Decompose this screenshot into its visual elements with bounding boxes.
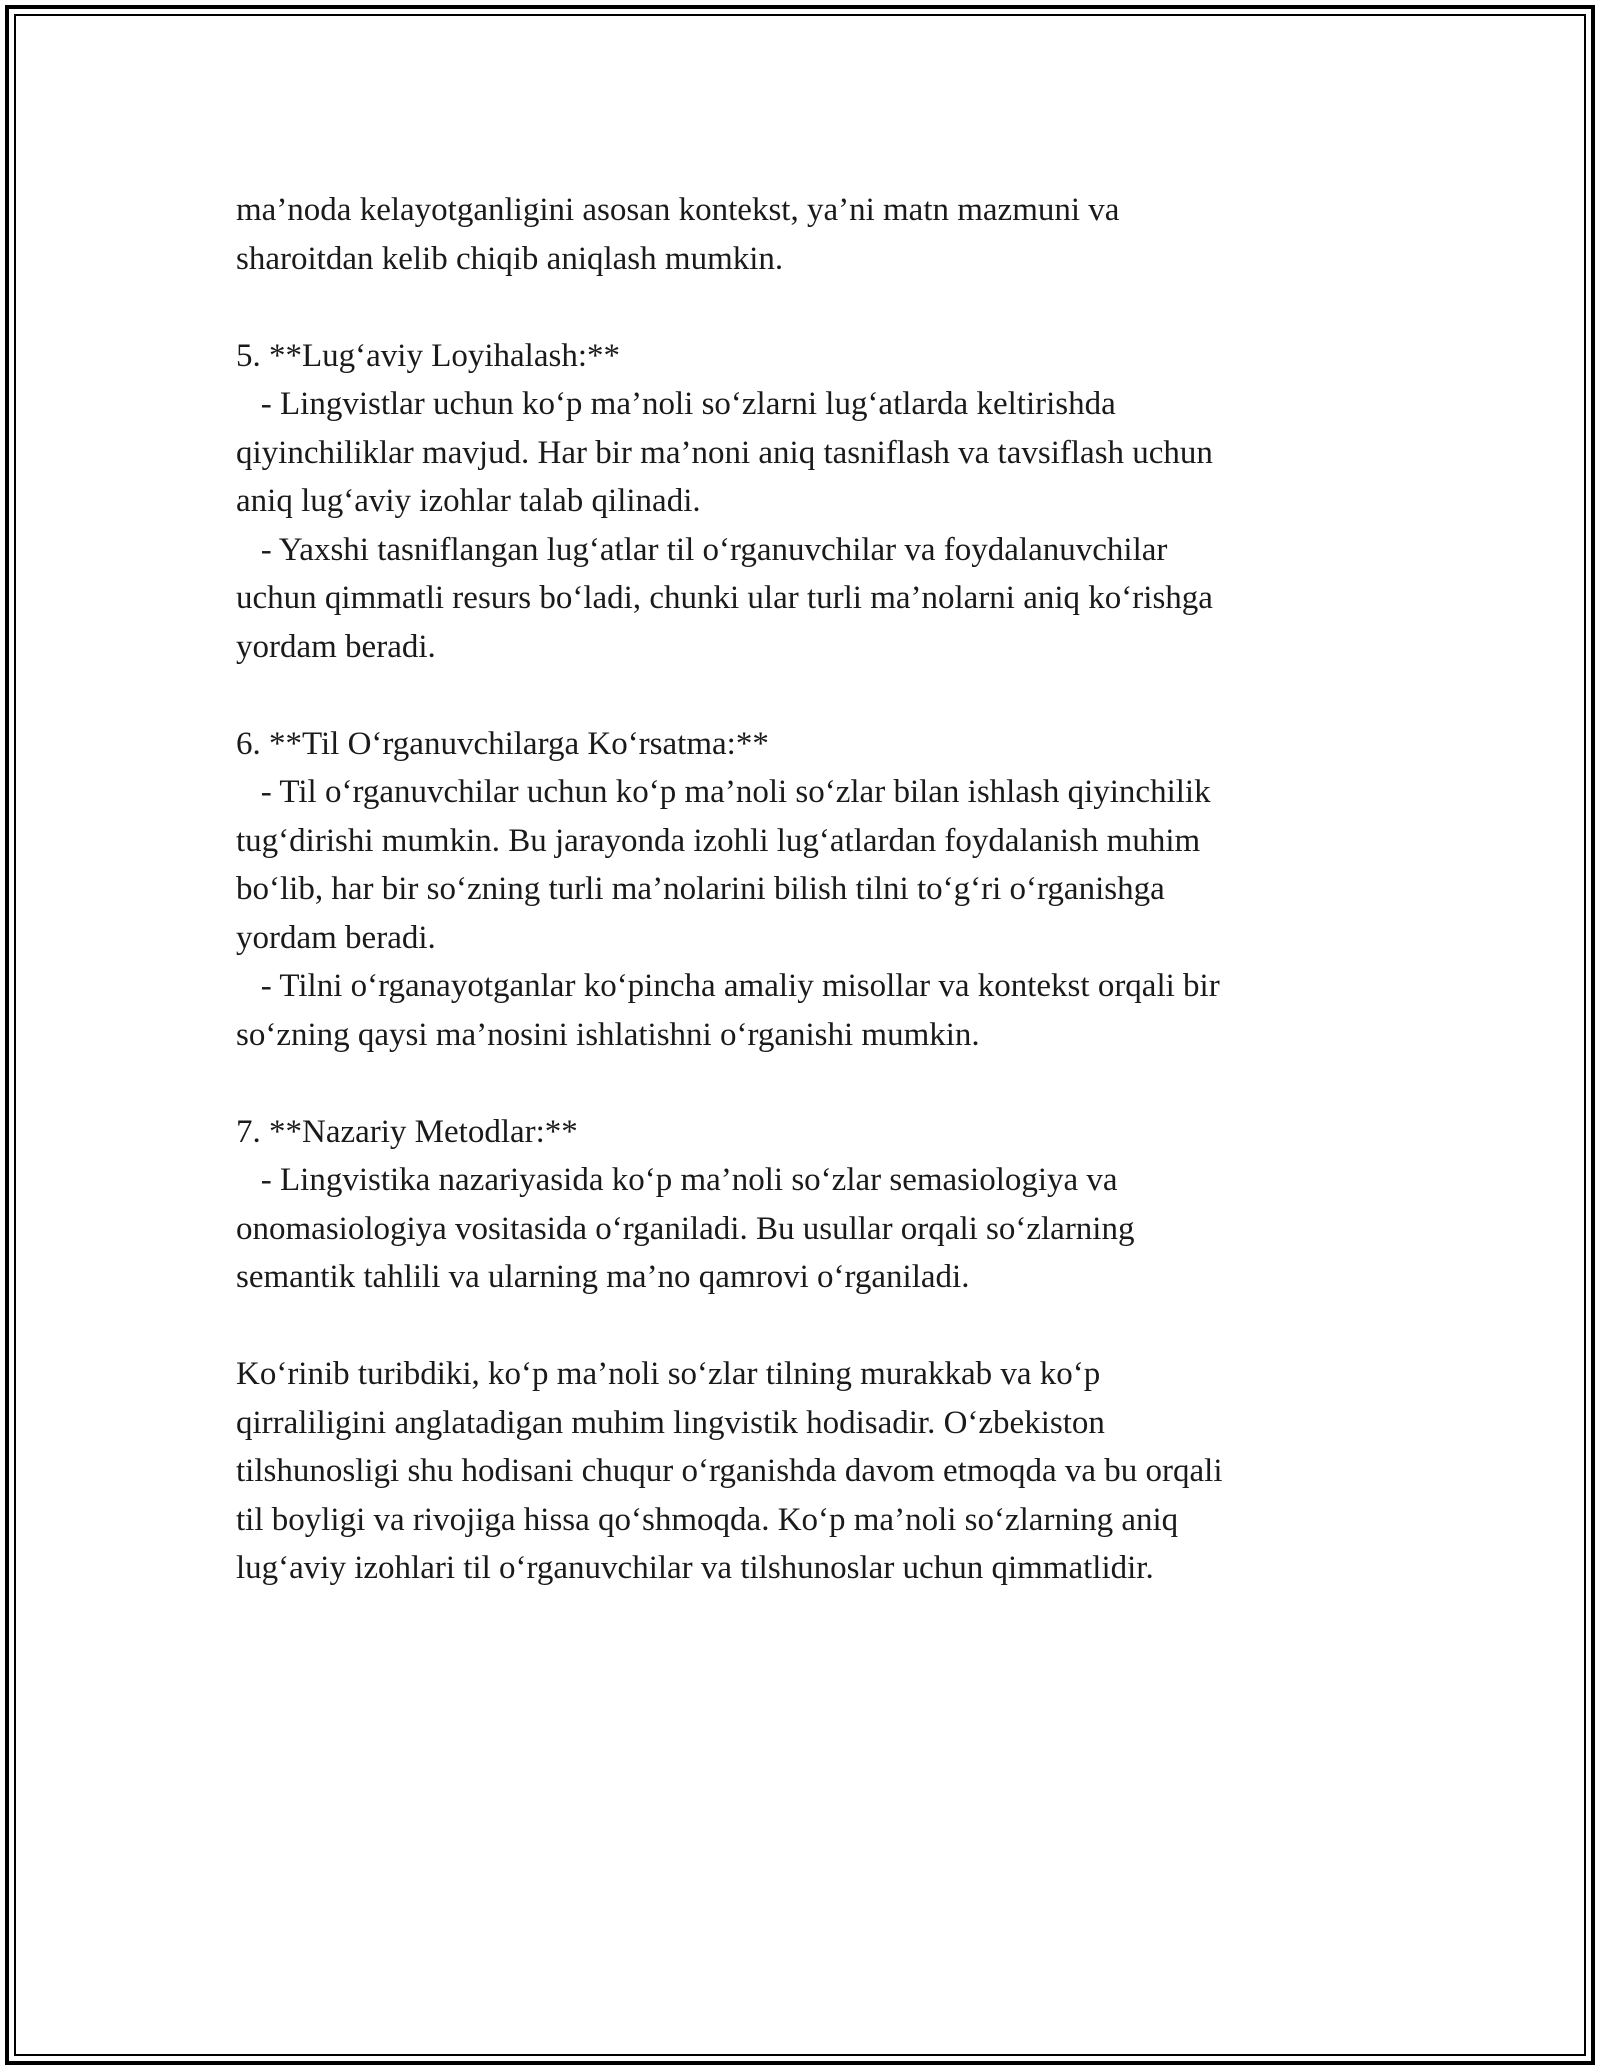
text-line: bo‘lib, har bir so‘zning turli ma’nolarini bilish tilni to‘g‘ri o‘rganishga (236, 871, 1165, 907)
text-line: - Yaxshi tasniflangan lug‘atlar til o‘rganuvchilar va foydalanuvchilar (236, 531, 1168, 568)
text-line: tilshunosligi shu hodisani chuqur o‘rganishda davom etmoqda va bu orqali (236, 1453, 1223, 1489)
paragraph-gap (236, 1059, 1356, 1108)
text-line: yordam beradi. (236, 628, 436, 665)
text-line: - Lingvistika nazariyasida ko‘p ma’noli so‘zlar semasiologiya va (236, 1162, 1118, 1198)
text-line: uchun qimmatli resurs bo‘ladi, chunki ular turli ma’nolarni aniq ko‘rishga (236, 580, 1213, 616)
paragraph-gap (236, 283, 1356, 332)
section-7-theoretical-methods (236, 1108, 1356, 1302)
text-line: qirraliligini anglatadigan muhim lingvistik hodisadir. O‘zbekiston (236, 1404, 1105, 1441)
text-line: sharoitdan kelib chiqib aniqlash mumkin. (236, 240, 784, 277)
text-line: qiyinchiliklar mavjud. Har bir ma’noni aniq tasniflash va tavsiflash uchun (236, 434, 1213, 471)
paragraph-gap (236, 671, 1356, 720)
text-line: - Lingvistlar uchun ko‘p ma’noli so‘zlarni lug‘atlarda keltirishda (236, 386, 1116, 422)
paragraph-continuation (236, 186, 1356, 283)
text-line: semantik tahlili va ularning ma’no qamrovi o‘rganiladi. (236, 1259, 970, 1295)
text-line: Ko‘rinib turibdiki, ko‘p ma’noli so‘zlar tilning murakkab va ko‘p (236, 1356, 1101, 1392)
text-line: so‘zning qaysi ma’nosini ishlatishni o‘rganishi mumkin. (236, 1016, 980, 1053)
paragraph-gap (236, 1302, 1356, 1351)
text-line: yordam beradi. (236, 919, 436, 956)
text-line: til boyligi va rivojiga hissa qo‘shmoqda. Ko‘p ma’noli so‘zlarning aniq (236, 1501, 1179, 1538)
text-line: ma’noda kelayotganligini asosan kontekst, ya’ni matn mazmuni va (236, 192, 1120, 228)
document-body (236, 186, 1356, 1593)
text-line: aniq lug‘aviy izohlar talab qilinadi. (236, 483, 701, 519)
text-line: - Til o‘rganuvchilar uchun ko‘p ma’noli so‘zlar bilan ishlash qiyinchilik (236, 774, 1211, 810)
section-6-learner-guidance (236, 720, 1356, 1060)
section-heading: 5. **Lug‘aviy Loyihalash:** (236, 337, 621, 374)
text-line: onomasiologiya vositasida o‘rganiladi. Bu usullar orqali so‘zlarning (236, 1210, 1135, 1247)
text-line: - Tilni o‘rganayotganlar ko‘pincha amaliy misollar va kontekst orqali bir (236, 968, 1220, 1004)
conclusion-paragraph (236, 1350, 1356, 1593)
section-5-lexical-design (236, 332, 1356, 672)
section-heading: 7. **Nazariy Metodlar:** (236, 1113, 578, 1150)
text-line: lug‘aviy izohlari til o‘rganuvchilar va tilshunoslar uchun qimmatlidir. (236, 1550, 1154, 1586)
section-heading: 6. **Til O‘rganuvchilarga Ko‘rsatma:** (236, 725, 769, 762)
text-line: tug‘dirishi mumkin. Bu jarayonda izohli lug‘atlardan foydalanish muhim (236, 822, 1201, 859)
